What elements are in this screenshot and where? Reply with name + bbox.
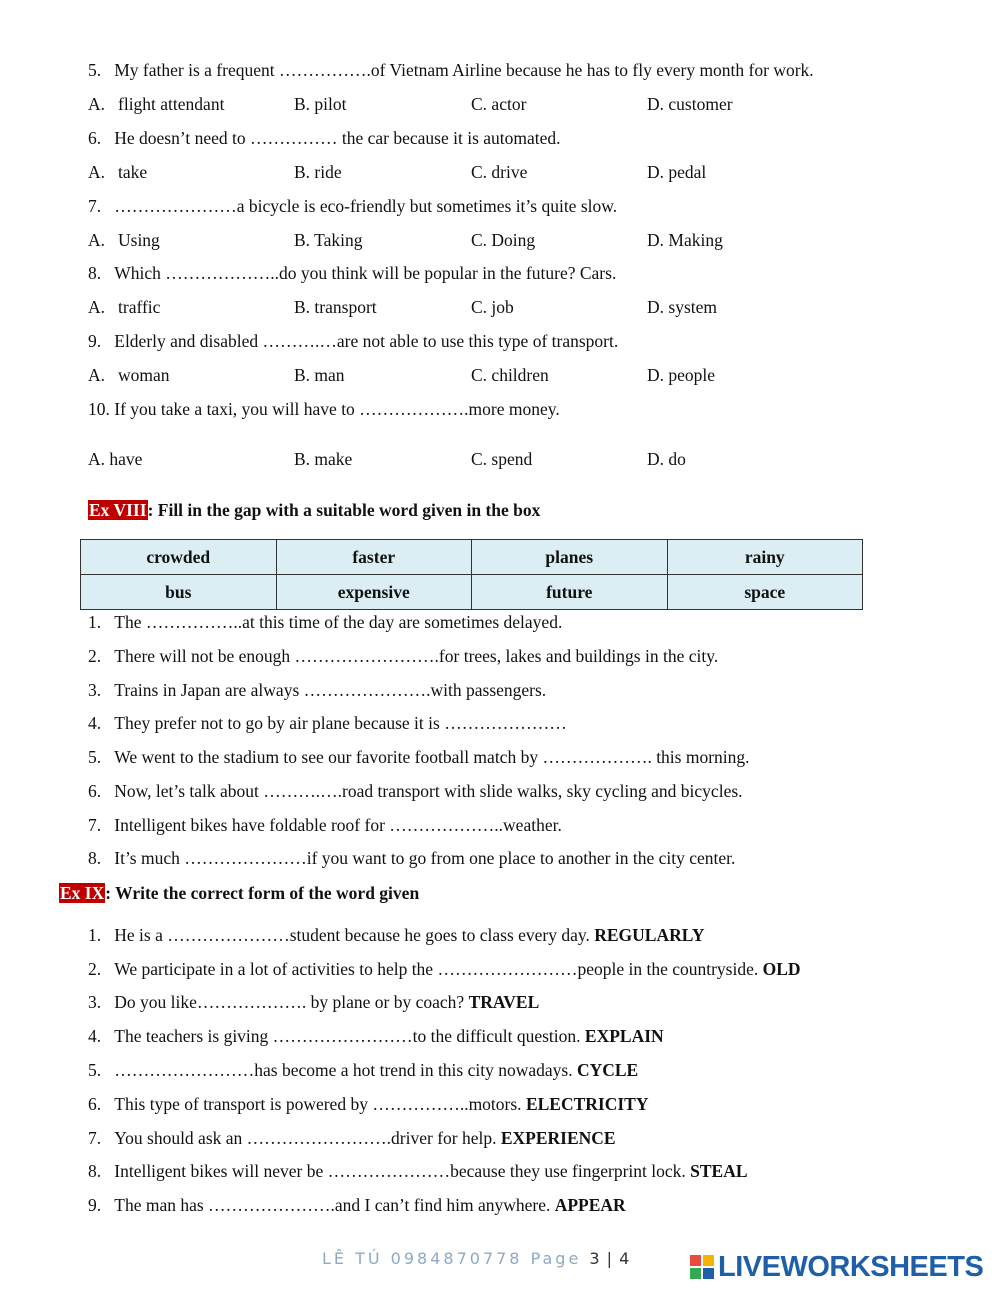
item-text[interactable]: Do you like………………. by plane or by coach?	[114, 992, 469, 1012]
item-number: 6.	[88, 1094, 102, 1114]
option-b[interactable]: B. ride	[294, 162, 342, 182]
root-word: REGULARLY	[594, 925, 705, 945]
word-box	[80, 539, 863, 610]
logo-square-icon	[690, 1255, 701, 1266]
option-a[interactable]: woman	[118, 365, 170, 385]
word-cell: expensive	[276, 575, 472, 610]
root-word: CYCLE	[576, 1060, 639, 1080]
ex9-item-1	[88, 924, 704, 946]
item-number: 1.	[88, 612, 102, 632]
option-a[interactable]: flight attendant	[118, 94, 225, 114]
option-b[interactable]: B. Taking	[294, 230, 363, 250]
option-a[interactable]: Using	[118, 230, 160, 250]
ex9-tag: Ex IX	[60, 883, 105, 903]
option-label-a: A.	[88, 94, 106, 114]
item-text[interactable]: The man has ………………….and I can’t find him anywhere.	[114, 1195, 555, 1215]
ex8-heading	[88, 499, 540, 521]
page-number: 3 | 4	[589, 1249, 631, 1268]
ex9-item-2	[88, 958, 801, 980]
option-a[interactable]: take	[118, 162, 148, 182]
root-word: ELECTRICITY	[525, 1094, 649, 1114]
option-b[interactable]: B. make	[294, 449, 353, 469]
ex9-item-9	[88, 1194, 626, 1216]
item-text[interactable]: They prefer not to go by air plane because it is …………………	[114, 713, 567, 733]
item-number: 6.	[88, 781, 102, 801]
option-b[interactable]: B. transport	[294, 297, 377, 317]
word-cell: faster	[276, 540, 472, 575]
question-number: 9.	[88, 331, 102, 351]
question-number: 8.	[88, 263, 102, 283]
root-word: OLD	[762, 959, 801, 979]
item-number: 5.	[88, 1060, 102, 1080]
word-cell: future	[472, 575, 668, 610]
item-text[interactable]: Trains in Japan are always ………………….with passengers.	[114, 680, 547, 700]
option-d[interactable]: D. people	[647, 365, 716, 385]
option-a[interactable]: traffic	[118, 297, 161, 317]
question-10: 10. If you take a taxi, you will have to ……………….more money.	[88, 399, 560, 419]
ex9-item-3	[88, 991, 539, 1013]
option-b[interactable]: B. pilot	[294, 94, 347, 114]
option-d[interactable]: D. Making	[647, 230, 723, 250]
question-number: 7.	[88, 196, 102, 216]
ex8-item-6	[88, 780, 743, 802]
option-d[interactable]: D. customer	[647, 94, 733, 114]
item-number: 3.	[88, 680, 102, 700]
ex8-item-2	[88, 645, 718, 667]
item-text[interactable]: ……………………has become a hot trend in this city nowadays.	[114, 1060, 577, 1080]
footer-author: LÊ TÚ 0984870778 Page	[322, 1249, 590, 1268]
ex9-item-4	[88, 1025, 664, 1047]
item-number: 5.	[88, 747, 102, 767]
question-number: 5.	[88, 60, 102, 80]
item-number: 3.	[88, 992, 102, 1012]
item-number: 9.	[88, 1195, 102, 1215]
question-text: My father is a frequent …………….of Vietnam Airline because he has to fly every month for work.	[114, 60, 814, 80]
logo-square-icon	[703, 1255, 714, 1266]
ex9-title: : Write the correct form of the word given	[105, 883, 420, 903]
item-text[interactable]: This type of transport is powered by ……………..motors.	[114, 1094, 526, 1114]
ex9-item-8	[88, 1160, 748, 1182]
item-text[interactable]: We participate in a lot of activities to help the ……………………people in the countryside.	[114, 959, 763, 979]
item-number: 1.	[88, 925, 102, 945]
ex9-item-6	[88, 1093, 648, 1115]
logo-square-icon	[690, 1268, 701, 1279]
option-d[interactable]: D. system	[647, 297, 717, 317]
root-word: EXPERIENCE	[500, 1128, 616, 1148]
ex8-item-5	[88, 746, 750, 768]
item-number: 2.	[88, 959, 102, 979]
option-d[interactable]: D. pedal	[647, 162, 707, 182]
item-number: 4.	[88, 1026, 102, 1046]
root-word: TRAVEL	[468, 992, 540, 1012]
item-text[interactable]: Intelligent bikes have foldable roof for ………………..weather.	[114, 815, 562, 835]
option-d[interactable]: D. do	[647, 449, 686, 469]
option-label-a: A.	[88, 297, 106, 317]
ex8-item-4	[88, 712, 567, 734]
item-text[interactable]: The teachers is giving ……………………to the difficult question.	[114, 1026, 585, 1046]
option-label-a: A.	[88, 162, 106, 182]
item-text[interactable]: Intelligent bikes will never be …………………because they use fingerprint lock.	[114, 1161, 691, 1181]
question-8	[88, 262, 616, 284]
ex9-item-7	[88, 1127, 616, 1149]
option-a[interactable]: A. have	[88, 449, 143, 469]
word-cell: planes	[472, 540, 668, 575]
question-text: He doesn’t need to …………… the car because it is automated.	[114, 128, 561, 148]
ex9-heading	[59, 882, 419, 904]
item-text[interactable]: It’s much …………………if you want to go from one place to another in the city center.	[114, 848, 736, 868]
ex9-item-5	[88, 1059, 638, 1081]
root-word: EXPLAIN	[584, 1026, 664, 1046]
question-text: Which ………………..do you think will be popular in the future? Cars.	[114, 263, 617, 283]
liveworksheets-logo[interactable]	[690, 1251, 990, 1283]
option-c[interactable]: C. actor	[471, 94, 527, 114]
option-c[interactable]: C. drive	[471, 162, 528, 182]
question-5	[88, 59, 814, 81]
ex8-item-7	[88, 814, 562, 836]
item-number: 7.	[88, 1128, 102, 1148]
word-box-row	[81, 540, 863, 575]
question-7	[88, 195, 617, 217]
option-c[interactable]: C. Doing	[471, 230, 536, 250]
ex8-tag: Ex VIII	[89, 500, 147, 520]
page-footer	[322, 1249, 630, 1268]
question-text: …………………a bicycle is eco-friendly but sometimes it’s quite slow.	[114, 196, 618, 216]
item-text[interactable]: You should ask an …………………….driver for help.	[114, 1128, 501, 1148]
item-text[interactable]: There will not be enough …………………….for trees, lakes and buildings in the city.	[114, 646, 719, 666]
option-label-a: A.	[88, 365, 106, 385]
item-number: 8.	[88, 1161, 102, 1181]
item-number: 2.	[88, 646, 102, 666]
item-text[interactable]: The ……………..at this time of the day are sometimes delayed.	[114, 612, 563, 632]
root-word: STEAL	[690, 1161, 748, 1181]
word-cell: bus	[81, 575, 277, 610]
option-b[interactable]: B. man	[294, 365, 345, 385]
item-text[interactable]: He is a …………………student because he goes to class every day.	[114, 925, 595, 945]
root-word: APPEAR	[554, 1195, 626, 1215]
question-6	[88, 127, 561, 149]
word-cell: crowded	[81, 540, 277, 575]
item-number: 8.	[88, 848, 102, 868]
option-c[interactable]: C. job	[471, 297, 514, 317]
question-9	[88, 330, 618, 352]
logo-square-icon	[703, 1268, 714, 1279]
question-number: 6.	[88, 128, 102, 148]
word-cell: rainy	[667, 540, 863, 575]
option-c[interactable]: C. spend	[471, 449, 533, 469]
word-box-row	[81, 575, 863, 610]
item-text[interactable]: We went to the stadium to see our favorite football match by ………………. this morning.	[114, 747, 750, 767]
logo-text: LIVEWORKSHEETS	[718, 1251, 984, 1283]
item-number: 4.	[88, 713, 102, 733]
item-text[interactable]: Now, let’s talk about ……….….road transport with slide walks, sky cycling and bicycles.	[114, 781, 743, 801]
logo-grid-icon	[690, 1255, 714, 1279]
ex8-item-1	[88, 611, 562, 633]
ex8-item-8	[88, 847, 735, 869]
option-label-a: A.	[88, 230, 106, 250]
option-c[interactable]: C. children	[471, 365, 549, 385]
word-cell: space	[667, 575, 863, 610]
ex8-title: : Fill in the gap with a suitable word given in the box	[147, 500, 541, 520]
ex8-item-3	[88, 679, 546, 701]
item-number: 7.	[88, 815, 102, 835]
question-text: Elderly and disabled ……….…are not able to use this type of transport.	[114, 331, 619, 351]
